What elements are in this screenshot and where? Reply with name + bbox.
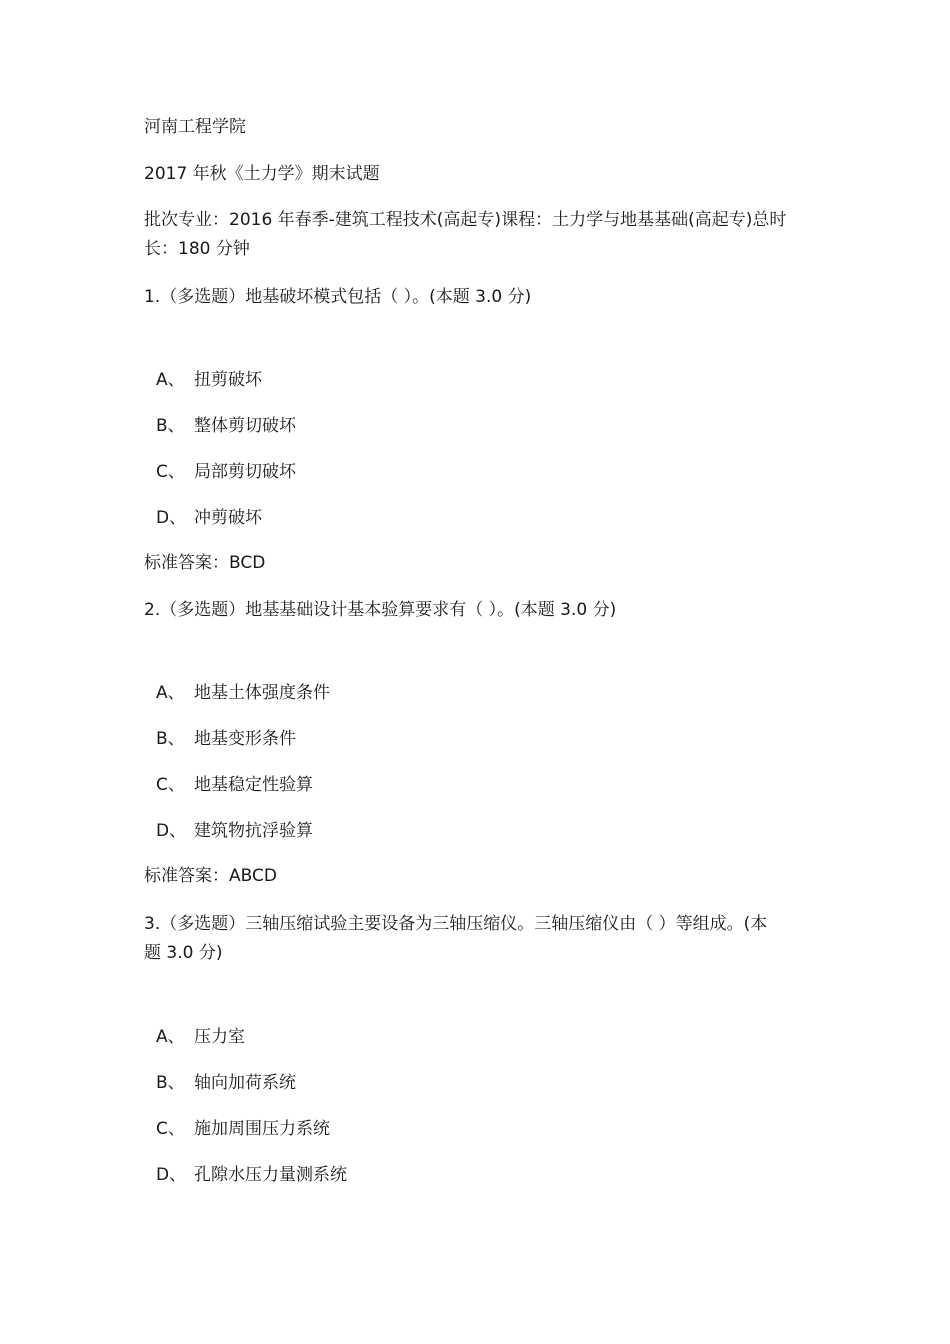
option-text: 冲剪破坏: [194, 508, 262, 528]
option-text: 施加周围压力系统: [194, 1119, 330, 1139]
option-letter: A、: [156, 1027, 185, 1047]
question-3-stem-line-2: 题 3.0 分): [144, 943, 223, 963]
question-1-stem: 1.（多选题）地基破坏模式包括（ ）。(本题 3.0 分): [144, 287, 532, 307]
option-text: 孔隙水压力量测系统: [194, 1165, 347, 1185]
option-letter: D、: [156, 821, 187, 841]
option-letter: A、: [156, 370, 185, 390]
exam-title: 2017 年秋《土力学》期末试题: [144, 164, 380, 184]
option-text: 局部剪切破坏: [194, 462, 296, 482]
option-text: 整体剪切破坏: [194, 416, 296, 436]
option-letter: B、: [156, 729, 185, 749]
option-letter: B、: [156, 1073, 185, 1093]
option-letter: C、: [156, 462, 185, 482]
exam-meta-line-1: 批次专业：2016 年春季-建筑工程技术(高起专)课程：土力学与地基基础(高起专)总时: [144, 210, 787, 230]
option-letter: A、: [156, 683, 185, 703]
school-name: 河南工程学院: [144, 117, 246, 137]
option-text: 建筑物抗浮验算: [194, 821, 313, 841]
exam-meta-line-2: 长：180 分钟: [144, 239, 250, 259]
option-letter: D、: [156, 508, 187, 528]
option-text: 轴向加荷系统: [194, 1073, 296, 1093]
option-text: 地基稳定性验算: [194, 775, 313, 795]
option-text: 地基变形条件: [194, 729, 296, 749]
option-text: 扭剪破坏: [194, 370, 262, 390]
option-letter: D、: [156, 1165, 187, 1185]
option-letter: B、: [156, 416, 185, 436]
option-text: 地基土体强度条件: [194, 683, 330, 703]
question-1-answer: 标准答案：BCD: [144, 553, 266, 573]
question-2-stem: 2.（多选题）地基基础设计基本验算要求有（ ）。(本题 3.0 分): [144, 600, 617, 620]
question-2-answer: 标准答案：ABCD: [144, 866, 277, 886]
option-letter: C、: [156, 1119, 185, 1139]
option-letter: C、: [156, 775, 185, 795]
question-3-stem-line-1: 3.（多选题）三轴压缩试验主要设备为三轴压缩仪。三轴压缩仪由（ ）等组成。(本: [144, 914, 768, 934]
option-text: 压力室: [194, 1027, 245, 1047]
